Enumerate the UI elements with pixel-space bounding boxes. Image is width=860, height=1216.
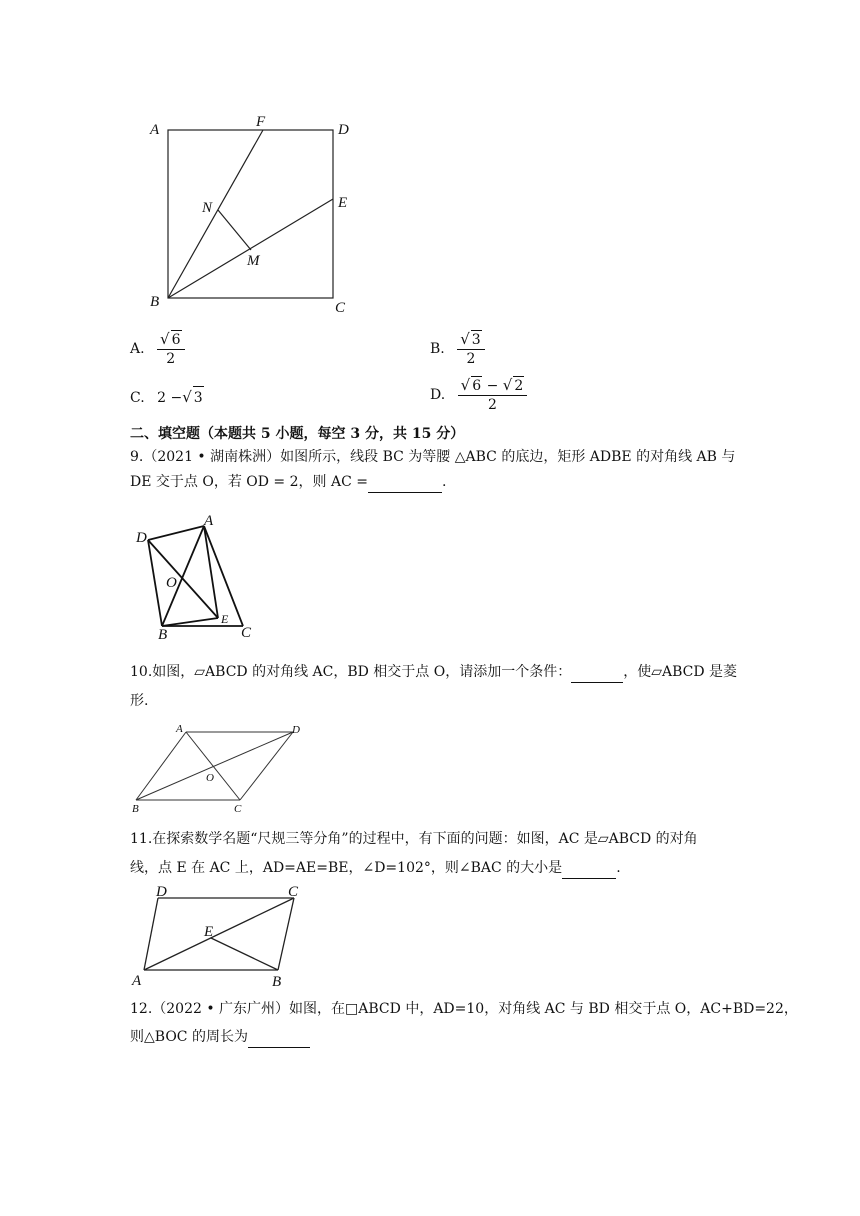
segment-bf	[168, 130, 263, 298]
label-e: E	[338, 195, 348, 211]
q12-line1: 12.（2022 • 广东广州）如图，在□ABCD 中，AD=10，对角线 AC 与 BD 相交于点 O，AC+BD=22，	[130, 1001, 798, 1017]
label-e: E	[221, 612, 229, 626]
label-d: D	[156, 884, 167, 900]
figure-parallelogram-abcd-2	[128, 882, 308, 990]
label-c: C	[234, 803, 242, 815]
q10-line1: 10.如图，▱ABCD 的对角线 AC，BD 相交于点 O，请添加一个条件： ，使▱ABCD 是菱	[130, 661, 737, 683]
label-a: A	[176, 723, 183, 735]
q9-line1: 9.（2021 • 湖南株洲）如图所示，线段 BC 为等腰 △ABC 的底边，矩形 ADBE 的对角线 AB 与	[130, 449, 736, 465]
label-e: E	[204, 924, 214, 940]
figure-parallelogram-abcd-1	[128, 720, 313, 817]
option-c: C. 2 −√ 3	[130, 386, 204, 409]
label-c: C	[288, 884, 299, 900]
label-m: M	[247, 253, 260, 269]
label-b: B	[132, 803, 139, 815]
option-d	[430, 376, 527, 414]
label-f: F	[256, 114, 266, 130]
label-c: C	[241, 625, 252, 641]
q12-answer-blank[interactable]	[248, 1047, 310, 1048]
q9-line2: DE 交于点 O，若 OD = 2，则 AC = .	[130, 471, 446, 493]
label-a: A	[132, 973, 142, 989]
section-heading: 二、填空题（本题共 5 小题，每空 3 分，共 15 分）	[130, 426, 465, 442]
figure-square-abcd	[140, 108, 370, 318]
label-d: D	[338, 122, 349, 138]
label-d: D	[292, 724, 300, 736]
option-a-label: A.	[130, 341, 145, 357]
option-b	[430, 330, 485, 368]
option-d-fraction: $\frac{√ 6 - √ 2}{2}$	[458, 376, 528, 414]
label-d: D	[136, 530, 147, 546]
segment-nm	[218, 210, 251, 250]
label-n: N	[202, 200, 213, 216]
q11-line2: 线，点 E 在 AC 上，AD=AE=BE，∠D=102°，则∠BAC 的大小是 .	[130, 857, 621, 879]
q11-answer-blank[interactable]	[562, 878, 616, 879]
label-o: O	[206, 772, 214, 784]
figure-rectangle-adbe	[128, 508, 268, 643]
option-c-label: C.	[130, 390, 145, 406]
option-a	[130, 330, 185, 368]
option-b-fraction: $\frac{√ 3}{2}$	[457, 330, 484, 368]
q10-answer-blank[interactable]	[571, 682, 623, 683]
label-a: A	[150, 122, 160, 138]
option-d-label: D.	[430, 387, 446, 403]
label-a: A	[204, 513, 214, 529]
option-b-label: B.	[430, 341, 445, 357]
q11-line1: 11.在探索数学名题“尺规三等分角”的过程中，有下面的问题：如图，AC 是▱ABCD 的对角	[130, 831, 698, 847]
label-o: O	[166, 575, 177, 591]
label-b: B	[158, 627, 168, 643]
q12-line2: 则△BOC 的周长为	[130, 1026, 310, 1048]
label-b: B	[150, 294, 160, 310]
label-b: B	[272, 974, 282, 990]
label-c: C	[335, 300, 346, 316]
option-a-fraction: $\frac{√ 6}{2}$	[157, 330, 184, 368]
q10-line2: 形.	[130, 693, 149, 709]
q9-answer-blank[interactable]	[368, 492, 442, 493]
